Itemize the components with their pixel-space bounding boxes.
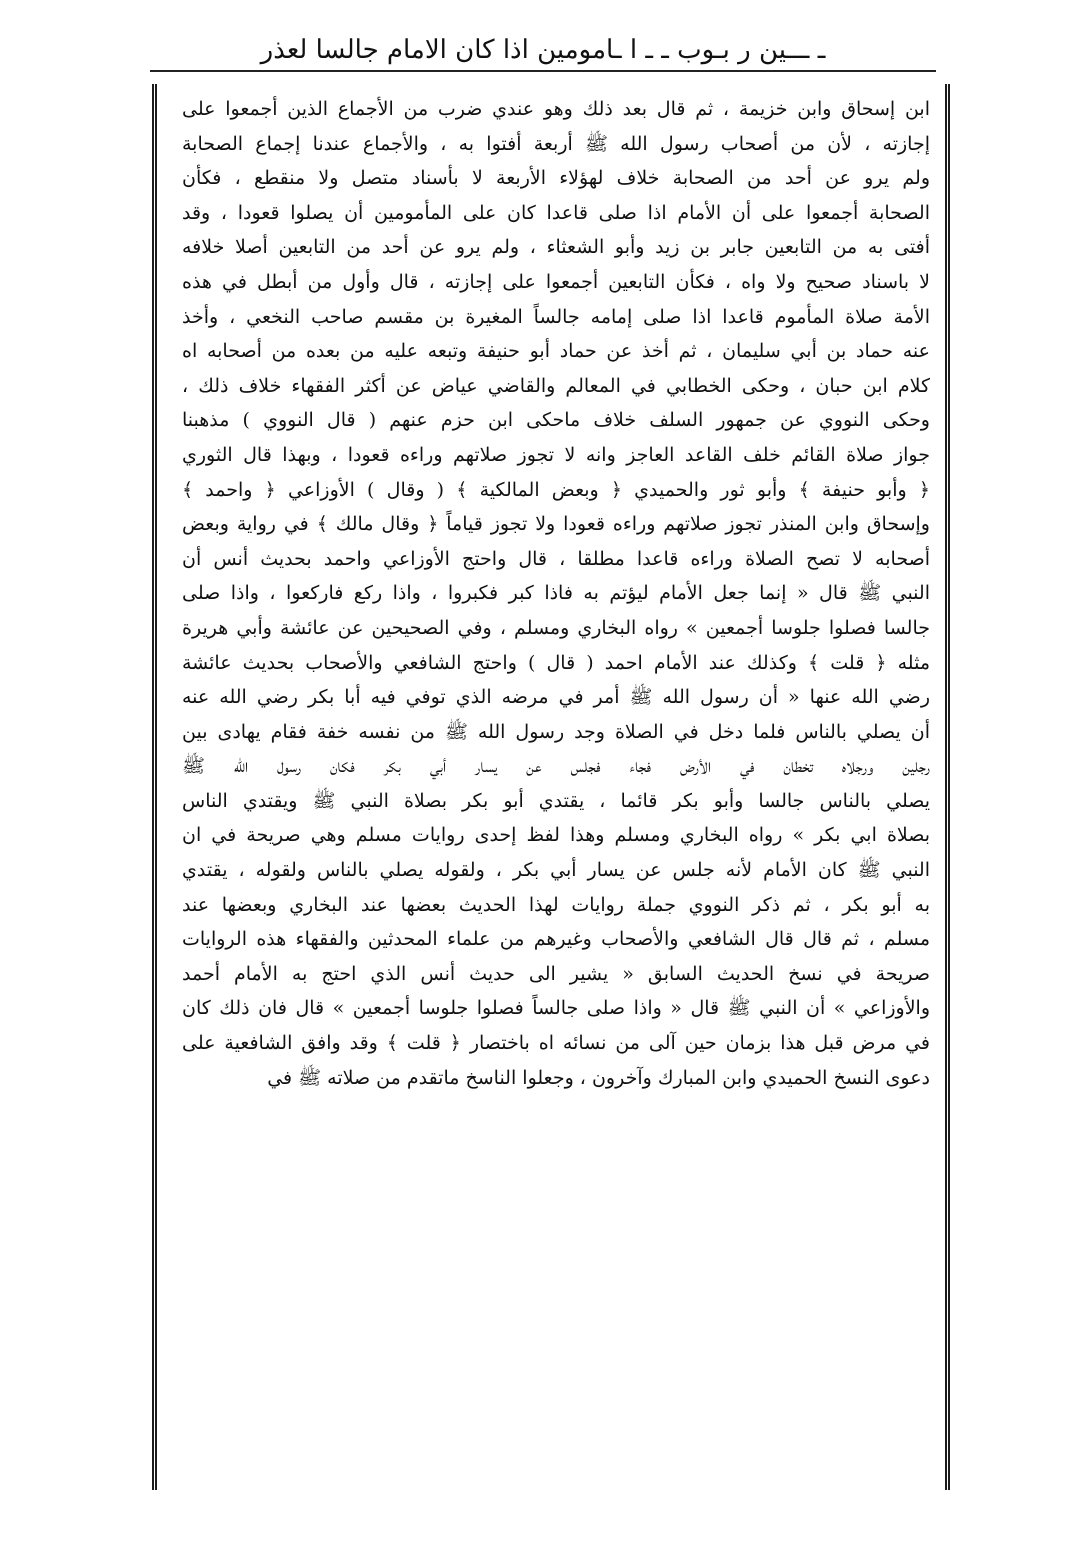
text-line-8: عنه حماد بن أبي سليمان ، ثم أخذ عن حماد أبو حنيفة وتبعه عليه من بعده من أصحابه اه bbox=[182, 340, 930, 363]
body-text bbox=[182, 92, 930, 1482]
text-line-25: مسلم ، ثم قال قال الشافعي والأصحاب وغيرهم من علماء المحدثين والفقهاء هذه الروايات bbox=[182, 928, 930, 951]
text-line-27: والأوزاعي » أن النبي ﷺ قال « واذا صلى جالساً فصلوا جلوسا أجمعين » قال فان ذلك كان bbox=[182, 997, 930, 1020]
text-line-22: بصلاة ابي بكر » رواه البخاري ومسلم وهذا لفظ إحدى روايات مسلم وهي صريحة في ان bbox=[182, 824, 930, 847]
text-line-11: جواز صلاة القائم خلف القاعد العاجز وانه لا تجوز صلاتهم وراءه قعودا ، وبهذا قال الثوري bbox=[182, 443, 930, 466]
text-line-28: في مرض قبل هذا بزمان حين آلى من نسائه اه باختصار ﴿ قلت ﴾ وقد وافق الشافعية على bbox=[182, 1032, 930, 1055]
text-line-17: مثله ﴿ قلت ﴾ وكذلك عند الأمام احمد ( قال ) واحتج الشافعي والأصحاب بحديث عائشة bbox=[182, 651, 930, 674]
running-header: ـ ـــين ر بـوب ـ ـ ا ـامومين اذا كان الامام جالسا لعذر bbox=[150, 30, 936, 72]
text-line-2: إجازته ، لأن من أصحاب رسول الله ﷺ أربعة أفتوا به ، والأجماع عندنا إجماع الصحابة bbox=[182, 132, 930, 155]
text-line-15: النبي ﷺ قال « إنما جعل الأمام ليؤتم به فاذا كبر فكبروا ، واذا ركع فاركعوا ، واذا صلى bbox=[182, 582, 930, 605]
text-line-29: دعوى النسخ الحميدي وابن المبارك وآخرون ، وجعلوا الناسخ ماتقدم من صلاته ﷺ في bbox=[267, 1066, 930, 1089]
text-line-12: ﴿ وأبو حنيفة ﴾ وأبو ثور والحميدي ﴿ وبعض المالكية ﴾ ( وقال ) الأوزاعي ﴿ واحمد ﴾ bbox=[182, 478, 930, 501]
text-line-5: أفتى به من التابعين جابر بن زيد وأبو الشعثاء ، ولم يرو عن أحد من التابعين أصلا خلافه bbox=[182, 236, 930, 259]
text-line-19: أن يصلي بالناس فلما دخل في الصلاة وجد رسول الله ﷺ من نفسه خفة فقام يهادى بين bbox=[182, 720, 930, 743]
text-line-13: وإسحاق وابن المنذر تجوز صلاتهم وراءه قعودا ولا تجوز قياماً ﴿ وقال مالك ﴾ في رواية وبعض bbox=[182, 513, 930, 536]
text-line-26: صريحة في نسخ الحديث السابق « يشير الى حديث أنس الذي احتج به الأمام أحمد bbox=[182, 962, 930, 985]
text-line-20: رجلين ورجلاه تخطان في الأرض فجاء فجلس عن يسار أبي بكر فكان رسول الله ﷺ bbox=[182, 755, 930, 778]
text-line-7: الأمة صلاة المأموم قاعدا اذا صلى إمامه جالساً المغيرة بن مقسم صاحب النخعي ، وأخذ bbox=[182, 305, 930, 328]
text-line-9: كلام ابن حبان ، وحكى الخطابي في المعالم والقاضي عياض عن أكثر الفقهاء خلاف ذلك ، bbox=[182, 374, 930, 397]
text-line-1: ابن إسحاق وابن خزيمة ، ثم قال بعد ذلك وهو عندي ضرب من الأجماع الذين أجمعوا على bbox=[182, 98, 930, 120]
text-line-21: يصلي بالناس جالسا وأبو بكر قائما ، يقتدي أبو بكر بصلاة النبي ﷺ ويقتدي الناس bbox=[182, 789, 930, 812]
text-line-16: جالسا فصلوا جلوسا أجمعين » رواه البخاري ومسلم ، وفي الصحيحين عن عائشة وأبي هريرة bbox=[182, 616, 930, 639]
text-line-24: به أبو بكر ، ثم ذكر النووي جملة روايات لهذا الحديث بعضها عند البخاري وبعضها عند bbox=[182, 893, 930, 916]
text-line-3: ولم يرو عن أحد من الصحابة خلاف لهؤلاء الأربعة لا بأسناد متصل ولا منقطع ، فكأن bbox=[182, 167, 930, 190]
text-line-6: لا باسناد صحيح ولا واه ، فكأن التابعين أجمعوا على إجازته ، قال وأول من أبطل في هذه bbox=[182, 270, 930, 293]
text-line-10: وحكى النووي عن جمهور السلف خلاف ماحكى ابن حزم عنهم ( قال النووي ) مذهبنا bbox=[182, 409, 930, 432]
text-line-14: أصحابه لا تصح الصلاة وراءه قاعدا مطلقا ، قال واحتج الأوزاعي واحمد بحديث أنس أن bbox=[182, 547, 930, 570]
text-line-23: النبي ﷺ كان الأمام لأنه جلس عن يسار أبي بكر ، ولقوله يصلي بالناس ولقوله ، يقتدي bbox=[182, 859, 930, 882]
text-line-18: رضي الله عنها « أن رسول الله ﷺ أمر في مرضه الذي توفي فيه أبا بكر رضي الله عنه bbox=[182, 686, 930, 709]
text-line-4: الصحابة أجمعوا على أن الأمام اذا صلى قاعدا كان على المأمومين أن يصلوا قعودا ، وقد bbox=[182, 201, 930, 224]
